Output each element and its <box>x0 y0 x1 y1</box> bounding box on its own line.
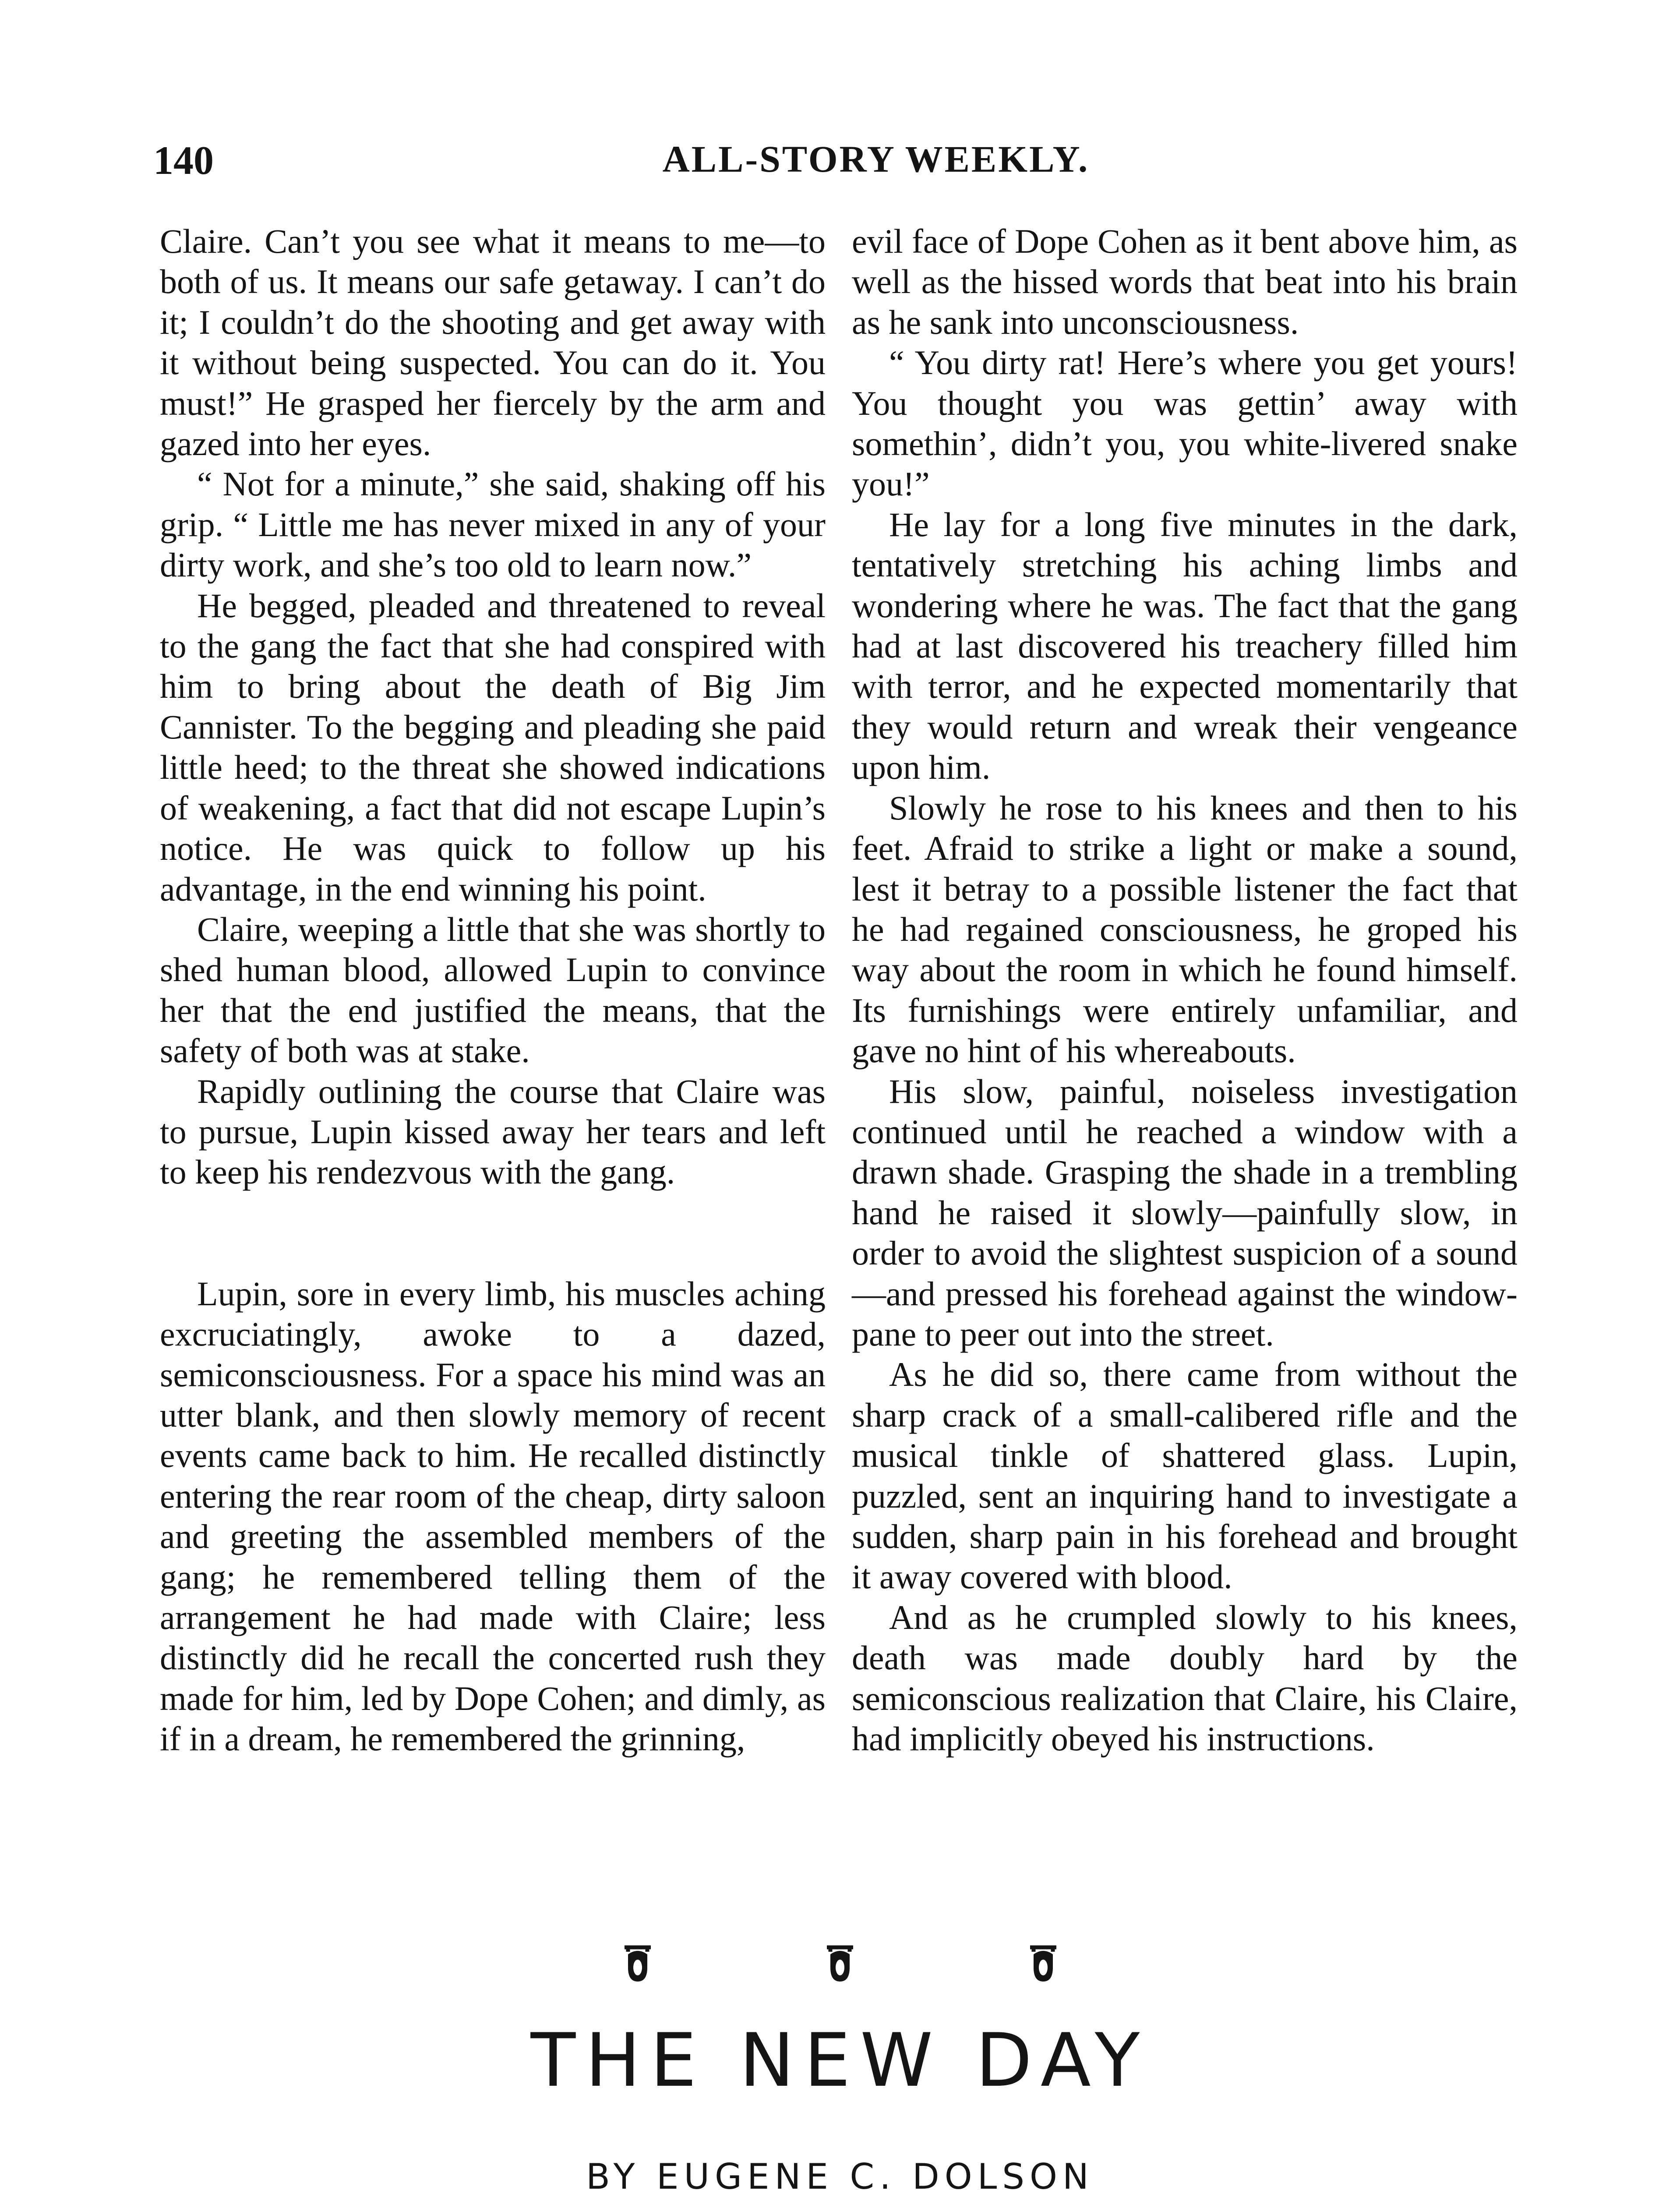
story-paragraph: Rapidly outlining the course that Claire was to pursue, Lupin kissed away her tears and left to keep his rendezvous with the gang. <box>160 1072 826 1191</box>
story-paragraph: As he did so, there came from without the sharp crack of a small-calibered rifle and the musical tinkle of shattered glass. Lupin, puzzled, sent an inquiring hand to investigate a sudden, sharp pain in his forehead and brought it away covered with blood. <box>852 1355 1518 1596</box>
story-paragraph: evil face of Dope Cohen as it bent above him, as well as the hissed words that beat into his brain as he sank into unconsciousness. <box>852 222 1518 341</box>
story-paragraph: Claire, weeping a little that she was shortly to shed human blood, allowed Lupin to convince her that the end justified the means, that the safety of both was at stake. <box>160 910 826 1070</box>
story-paragraph: “ Not for a minute,” she said, shaking off his grip. “ Little me has never mixed in any of your dirty work, and she’s too old to learn now.” <box>160 465 826 584</box>
ornament-icon <box>824 1945 856 1984</box>
ornament-icon <box>1027 1945 1059 1984</box>
story-paragraph: He lay for a long five minutes in the dark, tentatively stretching his aching limbs and wondering where he was. The fact that the gang had at last discovered his treachery filled him with terror, and he expected momentarily that they would return and wreak their vengeance upon him. <box>852 505 1518 787</box>
section-ornaments <box>0 1945 1680 1989</box>
story-paragraph: And as he crumpled slowly to his knees, death was made doubly hard by the semiconscious realization that Claire, his Claire, had implicitly obeyed his instructions. <box>852 1598 1518 1758</box>
running-head: ALL-STORY WEEKLY. <box>662 138 1090 180</box>
story-column-right <box>852 221 1518 1759</box>
story-paragraph: Claire. Can’t you see what it means to me—to both of us. It means our safe getaway. I can’t do it; I couldn’t do the shooting and get away with it without being suspected. You can do it. You must!” He grasped her fiercely by the arm and gazed into her eyes. <box>160 222 826 463</box>
ornament-icon <box>622 1945 653 1984</box>
story-paragraph: “ You dirty rat! Here’s where you get yours! You thought you was gettin’ away with somethin’, didn’t you, you white-livered snake you!” <box>852 343 1518 503</box>
story-paragraph: Slowly he rose to his knees and then to his feet. Afraid to strike a light or make a sound, lest it betray to a possible listener the fact that he had regained consciousness, he groped his way about the room in which he found himself. Its furnishings were entirely unfamiliar, and gave no hint of his whereabouts. <box>852 788 1518 1070</box>
story-paragraph: He begged, pleaded and threatened to reveal to the gang the fact that she had conspired with him to bring about the death of Big Jim Cannister. To the begging and pleading she paid little heed; to the threat she showed indications of weakening, a fact that did not escape Lupin’s notice. He was quick to follow up his advantage, in the end winning his point. <box>160 586 826 908</box>
story-paragraph: His slow, painful, noiseless investigation continued until he reached a window with a drawn shade. Grasping the shade in a trembling hand he raised it slowly—painfully slow, in order to avoid the slightest suspicion of a sound—and pressed his forehead against the window-pane to peer out into the street. <box>852 1072 1518 1353</box>
story-column-left <box>160 221 826 1759</box>
story-paragraph: Lupin, sore in every limb, his muscles aching excruciatingly, awoke to a dazed, semiconsciousness. For a space his mind was an utter blank, and then slowly memory of recent events came back to him. He recalled distinctly entering the rear room of the cheap, dirty saloon and greeting the assembled members of the gang; he remembered telling them of the arrangement he had made with Claire; less distinctly did he recall the concerted rush they made for him, led by Dope Cohen; and dimly, as if in a dream, he remembered the grinning, <box>160 1274 826 1758</box>
page-number: 140 <box>153 138 214 183</box>
poem-byline: BY EUGENE C. DOLSON <box>586 2156 1094 2190</box>
poem-title: THE NEW DAY <box>530 2017 1150 2103</box>
